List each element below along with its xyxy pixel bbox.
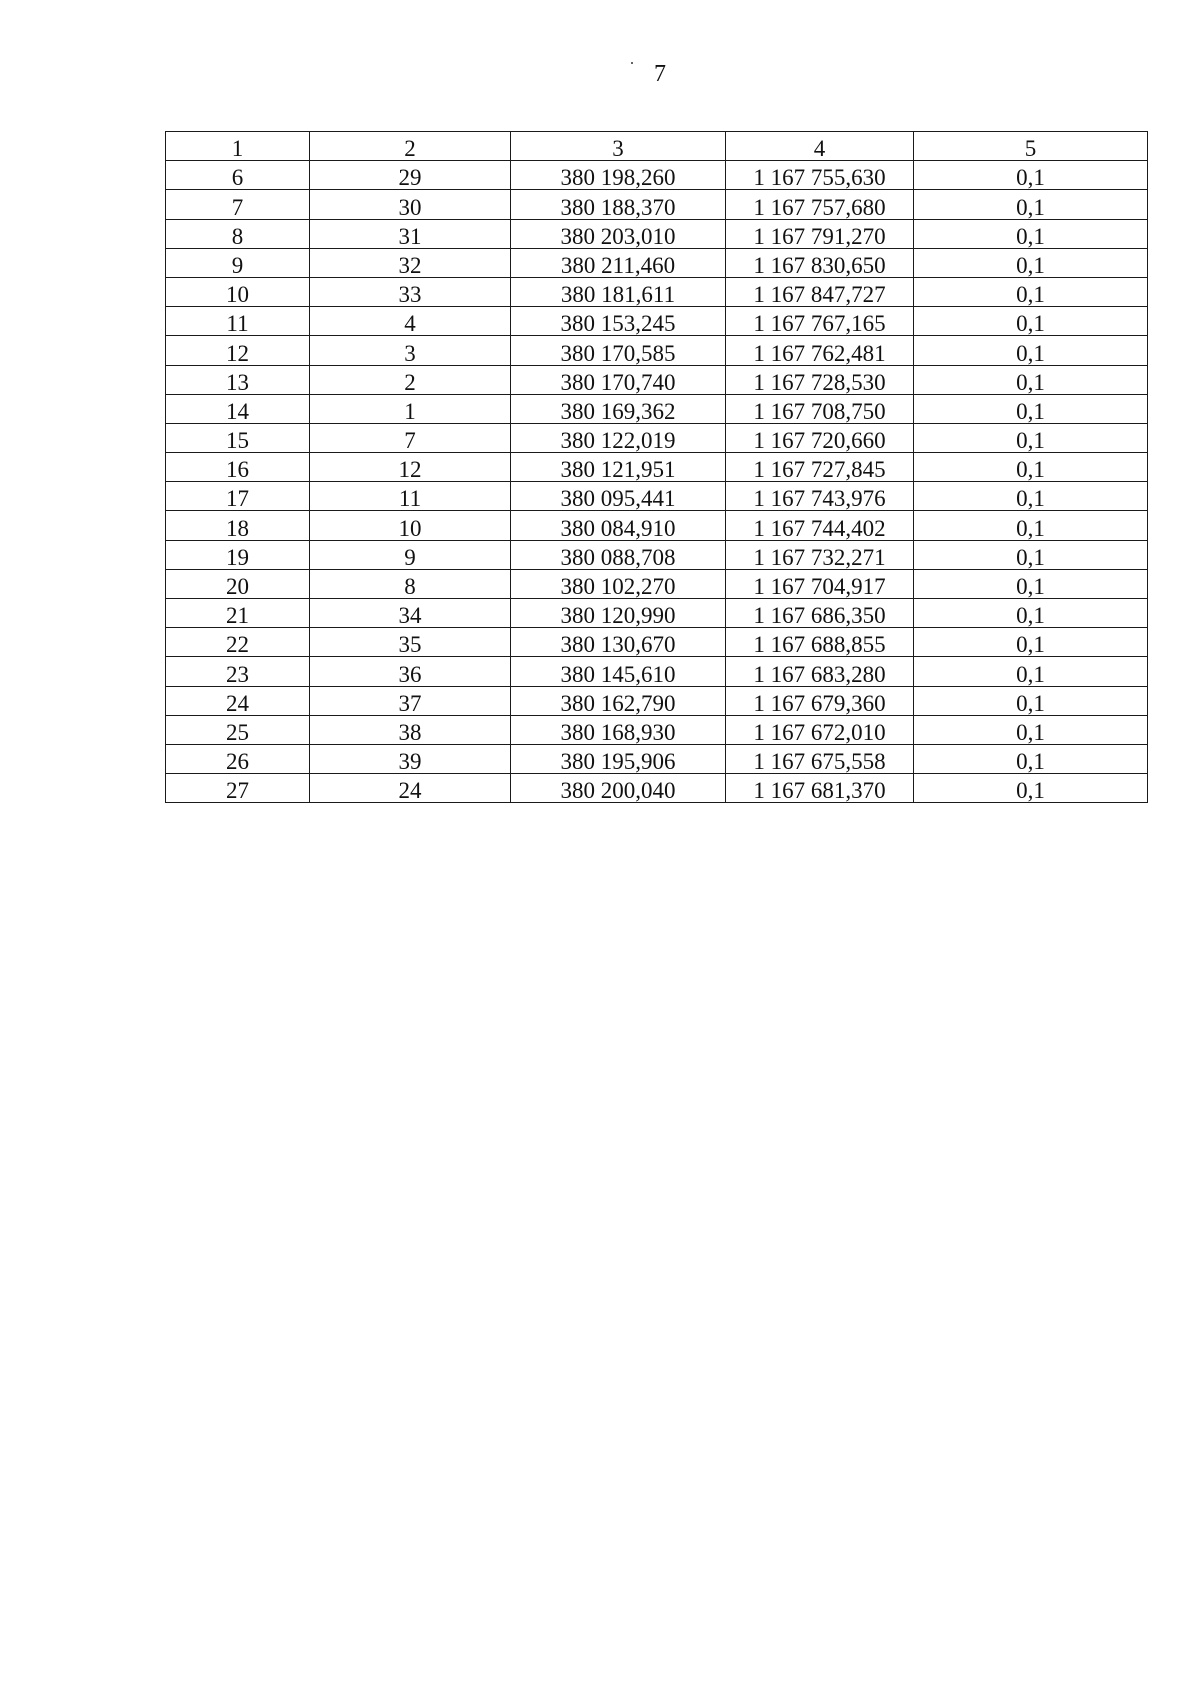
row-number-cell: 10 (166, 277, 310, 306)
table-row (166, 540, 1148, 569)
table-row (166, 219, 1148, 248)
row-number-cell: 11 (166, 307, 310, 336)
x-coordinate-cell: 380 198,260 (511, 161, 726, 190)
accuracy-cell: 0,1 (914, 307, 1148, 336)
point-number-cell: 30 (310, 190, 511, 219)
y-coordinate-cell: 1 167 847,727 (726, 277, 914, 306)
accuracy-cell: 0,1 (914, 744, 1148, 773)
accuracy-cell: 0,1 (914, 190, 1148, 219)
table-row (166, 686, 1148, 715)
table-row (166, 423, 1148, 452)
table-row (166, 336, 1148, 365)
accuracy-cell: 0,1 (914, 219, 1148, 248)
header-cell-2: 2 (310, 132, 511, 161)
accuracy-cell: 0,1 (914, 394, 1148, 423)
row-number-cell: 17 (166, 482, 310, 511)
row-number-cell: 19 (166, 540, 310, 569)
row-number-cell: 25 (166, 715, 310, 744)
row-number-cell: 21 (166, 599, 310, 628)
accuracy-cell: 0,1 (914, 686, 1148, 715)
x-coordinate-cell: 380 181,611 (511, 277, 726, 306)
point-number-cell: 11 (310, 482, 511, 511)
y-coordinate-cell: 1 167 727,845 (726, 453, 914, 482)
point-number-cell: 38 (310, 715, 511, 744)
y-coordinate-cell: 1 167 704,917 (726, 569, 914, 598)
x-coordinate-cell: 380 170,585 (511, 336, 726, 365)
point-number-cell: 3 (310, 336, 511, 365)
y-coordinate-cell: 1 167 681,370 (726, 774, 914, 803)
y-coordinate-cell: 1 167 728,530 (726, 365, 914, 394)
page-number: 7 (654, 61, 666, 87)
x-coordinate-cell: 380 162,790 (511, 686, 726, 715)
accuracy-cell: 0,1 (914, 511, 1148, 540)
y-coordinate-cell: 1 167 675,558 (726, 744, 914, 773)
table-header-row (166, 132, 1148, 161)
y-coordinate-cell: 1 167 757,680 (726, 190, 914, 219)
y-coordinate-cell: 1 167 708,750 (726, 394, 914, 423)
x-coordinate-cell: 380 168,930 (511, 715, 726, 744)
y-coordinate-cell: 1 167 720,660 (726, 423, 914, 452)
row-number-cell: 18 (166, 511, 310, 540)
table-row (166, 628, 1148, 657)
x-coordinate-cell: 380 188,370 (511, 190, 726, 219)
y-coordinate-cell: 1 167 688,855 (726, 628, 914, 657)
row-number-cell: 24 (166, 686, 310, 715)
coordinates-table (165, 131, 1148, 803)
row-number-cell: 22 (166, 628, 310, 657)
table-row (166, 277, 1148, 306)
y-coordinate-cell: 1 167 762,481 (726, 336, 914, 365)
x-coordinate-cell: 380 170,740 (511, 365, 726, 394)
x-coordinate-cell: 380 169,362 (511, 394, 726, 423)
y-coordinate-cell: 1 167 686,350 (726, 599, 914, 628)
point-number-cell: 34 (310, 599, 511, 628)
x-coordinate-cell: 380 095,441 (511, 482, 726, 511)
point-number-cell: 39 (310, 744, 511, 773)
row-number-cell: 7 (166, 190, 310, 219)
point-number-cell: 32 (310, 248, 511, 277)
accuracy-cell: 0,1 (914, 161, 1148, 190)
table-row (166, 453, 1148, 482)
x-coordinate-cell: 380 084,910 (511, 511, 726, 540)
table-row (166, 657, 1148, 686)
y-coordinate-cell: 1 167 743,976 (726, 482, 914, 511)
y-coordinate-cell: 1 167 744,402 (726, 511, 914, 540)
accuracy-cell: 0,1 (914, 248, 1148, 277)
table-row (166, 482, 1148, 511)
row-number-cell: 15 (166, 423, 310, 452)
point-number-cell: 4 (310, 307, 511, 336)
row-number-cell: 8 (166, 219, 310, 248)
point-number-cell: 9 (310, 540, 511, 569)
point-number-cell: 29 (310, 161, 511, 190)
point-number-cell: 36 (310, 657, 511, 686)
x-coordinate-cell: 380 122,019 (511, 423, 726, 452)
accuracy-cell: 0,1 (914, 482, 1148, 511)
row-number-cell: 9 (166, 248, 310, 277)
point-number-cell: 33 (310, 277, 511, 306)
table-row (166, 599, 1148, 628)
header-cell-5: 5 (914, 132, 1148, 161)
row-number-cell: 14 (166, 394, 310, 423)
accuracy-cell: 0,1 (914, 277, 1148, 306)
y-coordinate-cell: 1 167 732,271 (726, 540, 914, 569)
row-number-cell: 16 (166, 453, 310, 482)
accuracy-cell: 0,1 (914, 336, 1148, 365)
x-coordinate-cell: 380 211,460 (511, 248, 726, 277)
point-number-cell: 2 (310, 365, 511, 394)
x-coordinate-cell: 380 120,990 (511, 599, 726, 628)
x-coordinate-cell: 380 121,951 (511, 453, 726, 482)
x-coordinate-cell: 380 102,270 (511, 569, 726, 598)
row-number-cell: 20 (166, 569, 310, 598)
y-coordinate-cell: 1 167 755,630 (726, 161, 914, 190)
row-number-cell: 6 (166, 161, 310, 190)
y-coordinate-cell: 1 167 767,165 (726, 307, 914, 336)
point-number-cell: 7 (310, 423, 511, 452)
table-row (166, 569, 1148, 598)
accuracy-cell: 0,1 (914, 628, 1148, 657)
accuracy-cell: 0,1 (914, 774, 1148, 803)
point-number-cell: 10 (310, 511, 511, 540)
x-coordinate-cell: 380 195,906 (511, 744, 726, 773)
y-coordinate-cell: 1 167 830,650 (726, 248, 914, 277)
row-number-cell: 23 (166, 657, 310, 686)
point-number-cell: 37 (310, 686, 511, 715)
table-row (166, 511, 1148, 540)
table-row (166, 365, 1148, 394)
point-number-cell: 31 (310, 219, 511, 248)
point-number-cell: 1 (310, 394, 511, 423)
header-cell-3: 3 (511, 132, 726, 161)
accuracy-cell: 0,1 (914, 423, 1148, 452)
table-body (166, 132, 1148, 803)
row-number-cell: 13 (166, 365, 310, 394)
point-number-cell: 8 (310, 569, 511, 598)
table-row (166, 774, 1148, 803)
x-coordinate-cell: 380 145,610 (511, 657, 726, 686)
accuracy-cell: 0,1 (914, 599, 1148, 628)
row-number-cell: 26 (166, 744, 310, 773)
table-row (166, 394, 1148, 423)
header-cell-1: 1 (166, 132, 310, 161)
x-coordinate-cell: 380 153,245 (511, 307, 726, 336)
table-row (166, 715, 1148, 744)
row-number-cell: 12 (166, 336, 310, 365)
table-row (166, 744, 1148, 773)
y-coordinate-cell: 1 167 791,270 (726, 219, 914, 248)
accuracy-cell: 0,1 (914, 540, 1148, 569)
table-row (166, 307, 1148, 336)
point-number-cell: 35 (310, 628, 511, 657)
point-number-cell: 12 (310, 453, 511, 482)
table-row (166, 190, 1148, 219)
point-number-cell: 24 (310, 774, 511, 803)
accuracy-cell: 0,1 (914, 715, 1148, 744)
x-coordinate-cell: 380 130,670 (511, 628, 726, 657)
accuracy-cell: 0,1 (914, 365, 1148, 394)
table-row (166, 248, 1148, 277)
y-coordinate-cell: 1 167 683,280 (726, 657, 914, 686)
accuracy-cell: 0,1 (914, 657, 1148, 686)
accuracy-cell: 0,1 (914, 569, 1148, 598)
x-coordinate-cell: 380 088,708 (511, 540, 726, 569)
x-coordinate-cell: 380 203,010 (511, 219, 726, 248)
accuracy-cell: 0,1 (914, 453, 1148, 482)
y-coordinate-cell: 1 167 672,010 (726, 715, 914, 744)
y-coordinate-cell: 1 167 679,360 (726, 686, 914, 715)
table-row (166, 161, 1148, 190)
header-cell-4: 4 (726, 132, 914, 161)
row-number-cell: 27 (166, 774, 310, 803)
x-coordinate-cell: 380 200,040 (511, 774, 726, 803)
